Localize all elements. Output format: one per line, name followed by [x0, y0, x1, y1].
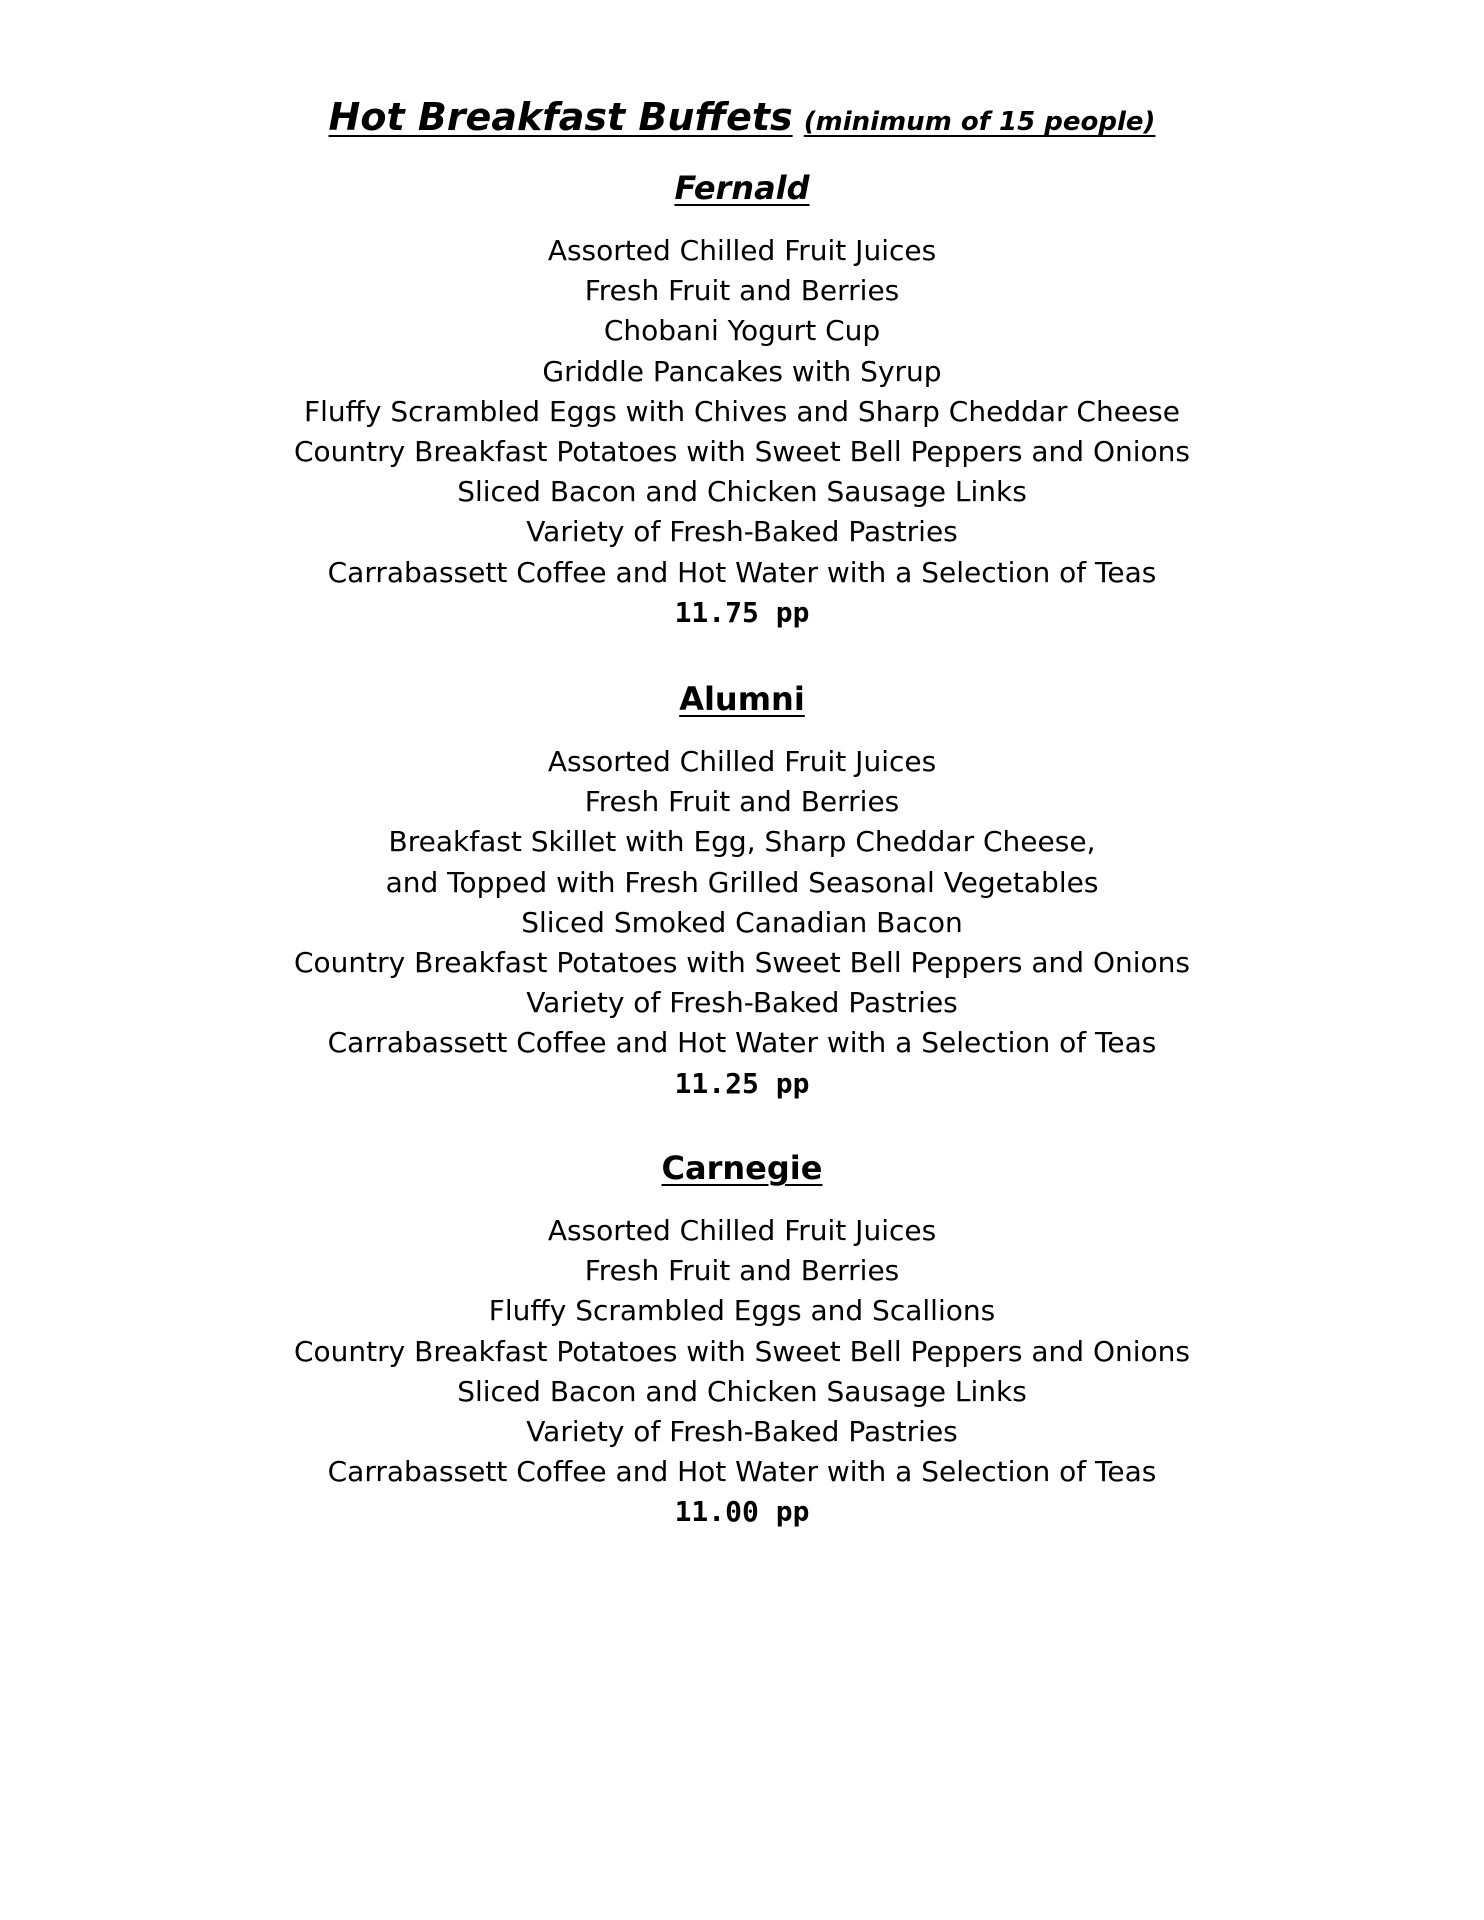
menu-item: Variety of Fresh-Baked Pastries [526, 1415, 958, 1449]
menu-item: Carrabassett Coffee and Hot Water with a Selection of Teas [327, 555, 1157, 589]
menu-item: Griddle Pancakes with Syrup [542, 354, 942, 388]
menu-item: Assorted Chilled Fruit Juices [547, 745, 937, 778]
menu-item: Breakfast Skillet with Egg, Sharp Cheddar Cheese, [388, 825, 1096, 859]
menu-items-list [0, 1211, 1484, 1492]
menu-item: Fluffy Scrambled Eggs with Chives and Sharp Cheddar Cheese [304, 394, 1180, 428]
menu-item: Chobani Yogurt Cup [603, 314, 881, 348]
menu-items-list [0, 742, 1484, 1064]
menu-item: Fresh Fruit and Berries [584, 785, 900, 819]
menu-item: Fresh Fruit and Berries [584, 1254, 900, 1288]
menu-item: Variety of Fresh-Baked Pastries [526, 986, 958, 1020]
menu-item: Sliced Bacon and Chicken Sausage Links [457, 475, 1027, 509]
price-label: 11.00 pp [674, 1495, 810, 1529]
section-heading: Carnegie [661, 1149, 823, 1187]
page-title-main: Hot Breakfast Buffets [328, 95, 793, 139]
menu-item: Country Breakfast Potatoes with Sweet Bell Peppers and Onions [294, 435, 1190, 469]
menu-section-carnegie [0, 1146, 1484, 1532]
menu-item: and Topped with Fresh Grilled Seasonal Vegetables [385, 865, 1099, 899]
menu-item: Fresh Fruit and Berries [584, 274, 900, 308]
page-title-subtitle: (minimum of 15 people) [803, 107, 1156, 137]
page-title [0, 92, 1484, 147]
menu-items-list [0, 231, 1484, 593]
menu-item: Sliced Bacon and Chicken Sausage Links [457, 1374, 1027, 1408]
menu-section-fernald [0, 166, 1484, 633]
section-heading: Fernald [674, 169, 810, 207]
price-label: 11.75 pp [674, 595, 810, 629]
menu-item: Assorted Chilled Fruit Juices [547, 234, 937, 267]
menu-item: Fluffy Scrambled Eggs and Scallions [488, 1294, 996, 1328]
menu-item: Sliced Smoked Canadian Bacon [521, 905, 963, 939]
menu-item: Country Breakfast Potatoes with Sweet Bell Peppers and Onions [294, 946, 1190, 980]
menu-item: Assorted Chilled Fruit Juices [547, 1214, 937, 1247]
price-label: 11.25 pp [674, 1066, 810, 1100]
menu-item: Carrabassett Coffee and Hot Water with a Selection of Teas [327, 1026, 1157, 1060]
section-heading: Alumni [679, 680, 805, 718]
menu-item: Variety of Fresh-Baked Pastries [526, 515, 958, 549]
menu-item: Country Breakfast Potatoes with Sweet Bell Peppers and Onions [294, 1334, 1190, 1368]
menu-item: Carrabassett Coffee and Hot Water with a Selection of Teas [327, 1455, 1157, 1489]
menu-section-alumni [0, 677, 1484, 1104]
